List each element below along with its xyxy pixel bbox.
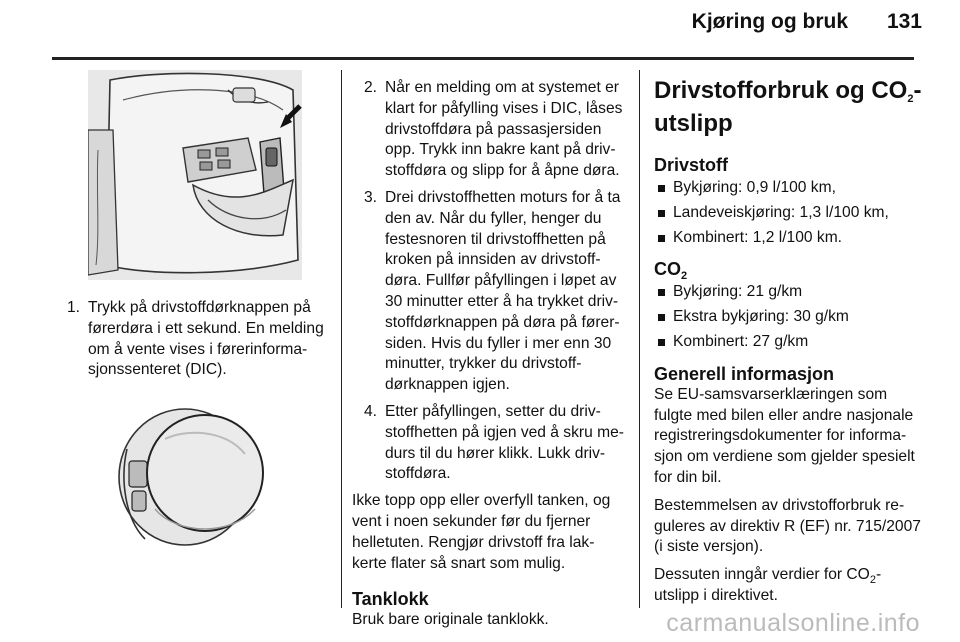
step-text: Etter påfyllingen, setter du driv-stoffhetten på igjen ved å skru me-durs til du hører klikk. Lukk driv-stoffdøra.	[385, 402, 624, 483]
general-paragraph-2: Bestemmelsen av drivstofforbruk re-guleres av direktiv R (EF) nr. 715/2007 (i siste versjon).	[654, 496, 921, 556]
section-heading: Drivstofforbruk og $CO_2$-utslipp	[654, 77, 922, 137]
middle-column	[352, 78, 624, 638]
list-item	[55, 298, 327, 381]
middle-steps-list	[352, 78, 624, 485]
list-item: Ekstra bykjøring: 30 g/km	[654, 307, 924, 328]
step-text: Drei drivstoffhetten moturs for å ta den av. Når du fyller, henger du festesnoren til drivstoffhetten på kroken på innsiden av drivstoff-døra. Fullfør påfyllingen i løpet av 30 minutter etter å ha trykket driv-stoffdørknappen på døra på fører-siden. Hvis du fyller i mer enn 30 minutter, trykker du drivstoff-dørknappen igjen.	[385, 188, 621, 394]
step-number: 3.	[364, 188, 378, 206]
warning-paragraph: Ikke topp opp eller overfyll tanken, og vent i noen sekunder før du fjerner helletuten. Rengjør drivstoff fra lak-kerte flater så snart som mulig.	[352, 492, 611, 572]
tanklokk-text: Bruk bare originale tanklokk.	[352, 611, 549, 629]
drivstoff-list	[654, 178, 924, 248]
step-text: Trykk på drivstoffdørknappen på førerdøra i ett sekund. En melding om å vente vises i førerinforma-sjonssenteret (DIC).	[88, 299, 324, 379]
list-item: Kombinert: 27 g/km	[654, 332, 924, 353]
page-header	[0, 0, 960, 58]
right-column	[654, 70, 924, 614]
general-heading: Generell informasjon	[654, 363, 835, 384]
tanklokk-heading: Tanklokk	[352, 589, 429, 610]
general-paragraph-1: Se EU-samsvarserklæringen som fulgte med bilen eller andre nasjonale registreringsdokumenter for informa-sjon om verdiene som gjelder spesielt for din bil.	[654, 385, 915, 486]
step-text: Når en melding om at systemet er klart for påfylling vises i DIC, låses drivstoffdøra på passasjersiden opp. Trykk inn bakre kant på driv-stoffdøra og slipp for å åpne døra.	[385, 79, 623, 180]
step-number: 1.	[67, 299, 81, 316]
header-rule	[52, 57, 914, 60]
general-paragraph-3: Dessuten inngår verdier for $CO_2$-utslipp i direktivet.	[654, 566, 882, 604]
left-steps-list	[55, 298, 327, 381]
watermark-text: carmanualsonline.info	[666, 609, 920, 637]
list-item: Bykjøring: 0,9 l/100 km,	[654, 178, 924, 199]
list-item: Bykjøring: 21 g/km	[654, 282, 924, 303]
door-panel-illustration	[88, 70, 302, 280]
co2-heading: $CO_2$	[654, 259, 688, 283]
section-title: Kjøring og bruk	[691, 10, 848, 33]
fuel-cap-illustration	[115, 399, 270, 549]
list-item: Landeveiskjøring: 1,3 l/100 km,	[654, 203, 924, 224]
list-item	[352, 78, 624, 182]
page-number: 131	[886, 10, 922, 33]
list-item	[352, 188, 624, 396]
column-divider-1	[341, 70, 342, 608]
step-number: 2.	[364, 79, 378, 96]
co2-list	[654, 282, 924, 352]
list-item: Kombinert: 1,2 l/100 km.	[654, 228, 924, 249]
list-item	[352, 402, 624, 485]
column-divider-2	[639, 70, 640, 608]
left-column	[55, 70, 327, 549]
step-number: 4.	[364, 402, 378, 420]
drivstoff-heading: Drivstoff	[654, 155, 729, 175]
